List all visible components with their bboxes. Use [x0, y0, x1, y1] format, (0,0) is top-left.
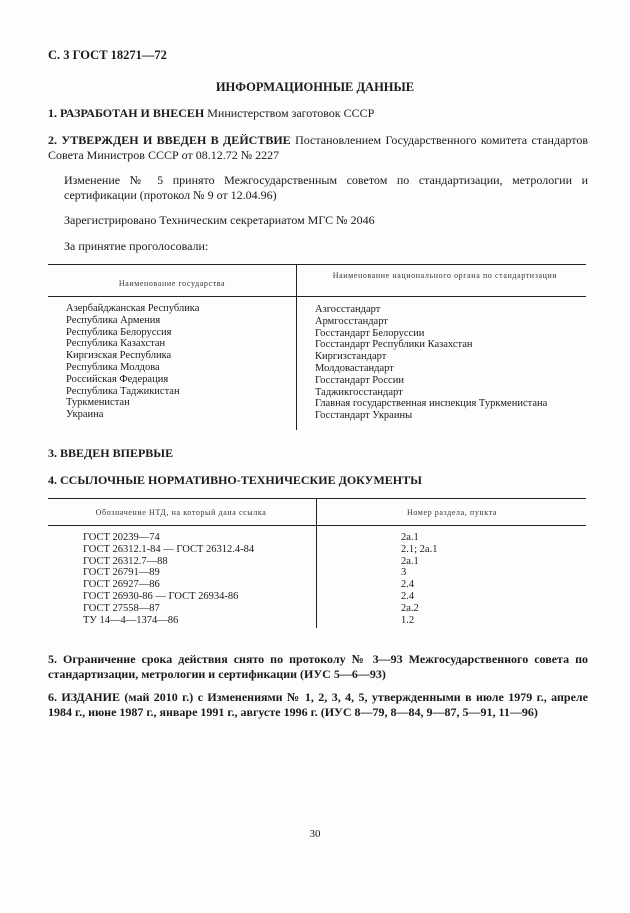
list-item: 2.4 — [401, 579, 415, 591]
list-item: Туркменистан — [66, 397, 130, 409]
list-item: ГОСТ 26312.7—88 — [83, 555, 168, 567]
section-2 — [48, 133, 588, 163]
list-item: ГОСТ 27558—87 — [83, 602, 160, 614]
list-item: 2а.1 — [401, 532, 419, 543]
section-title: ИНФОРМАЦИОННЫЕ ДАННЫЕ — [215, 80, 415, 94]
list-item: ГОСТ 26930-86 — ГОСТ 26934-86 — [83, 590, 239, 602]
list-item: Главная государственная инспекция Туркменистана — [315, 398, 548, 410]
list-item: 3 — [401, 567, 407, 579]
table-rule — [48, 525, 586, 526]
refs-items-list — [401, 532, 437, 626]
list-item: Российская Федерация — [66, 373, 169, 385]
list-item: 2.4 — [401, 590, 415, 602]
list-item: Киргизстандарт — [315, 351, 387, 363]
refs-col1-header: Обозначение НТД, на который дана ссылка — [95, 508, 267, 517]
list-item: Республика Казахстан — [66, 338, 166, 350]
list-item: 2а.2 — [401, 602, 419, 614]
list-item: Армгосстандарт — [315, 315, 388, 327]
list-item: Госстандарт Белоруссии — [315, 327, 425, 339]
refs-docs-list — [83, 532, 254, 626]
section-1-text: Министерством заготовок СССР — [207, 106, 375, 120]
list-item: ГОСТ 20239—74 — [83, 532, 160, 543]
section-2-text: Постановлением Государственного комитета стандартов Совета Министров СССР от 08.12.72 № 2227 — [48, 133, 589, 162]
list-item: Таджикгосстандарт — [315, 386, 403, 398]
voting-states-list — [66, 303, 199, 421]
change-note: Изменение № 5 принято Межгосударственным советом по стандартизации, метрологии и сертификации (протокол № 9 от 12.04.96) — [64, 173, 588, 202]
list-item: Азгосстандарт — [315, 304, 381, 315]
list-item: ГОСТ 26312.1-84 — ГОСТ 26312.4-84 — [83, 543, 255, 555]
page-header: С. 3 ГОСТ 18271—72 — [48, 48, 167, 62]
refs-col2-header: Номер раздела, пункта — [406, 508, 498, 517]
page-number: 30 — [309, 828, 321, 840]
list-item: ГОСТ 26927—86 — [83, 579, 160, 591]
list-item: Республика Молдова — [66, 361, 160, 373]
list-item: Госстандарт Украины — [315, 410, 413, 422]
section-1-label: 1. РАЗРАБОТАН И ВНЕСЕН — [48, 106, 205, 120]
voting-col1-header: Наименование государства — [118, 279, 226, 288]
list-item: Молдовастандарт — [315, 362, 394, 374]
table-rule — [48, 498, 586, 499]
list-item: Госстандарт Республики Казахстан — [315, 339, 473, 351]
list-item: 2.1; 2а.1 — [401, 543, 438, 555]
section-3: 3. ВВЕДЕН ВПЕРВЫЕ — [48, 446, 174, 460]
table-divider — [296, 264, 297, 430]
list-item: Республика Таджикистан — [66, 385, 180, 397]
voting-col2-header: Наименование национального органа по стандартизации — [332, 271, 558, 280]
section-6: 6. ИЗДАНИЕ (май 2010 г.) с Изменениями № 1, 2, 3, 4, 5, утвержденными в июле 1979 г., апреле 1984 г., июне 1987 г., январе 1991 г., августе 1996 г. (ИУС 8—79, 8—84, 9—87, 5—91, 11—96) — [48, 690, 588, 719]
table-divider — [316, 498, 317, 628]
list-item: 1.2 — [401, 614, 415, 626]
table-rule — [48, 264, 586, 265]
section-4: 4. ССЫЛОЧНЫЕ НОРМАТИВНО-ТЕХНИЧЕСКИЕ ДОКУМЕНТЫ — [48, 473, 422, 487]
voting-intro: За принятие проголосовали: — [64, 239, 209, 253]
section-1 — [48, 106, 588, 121]
list-item: Республика Белоруссия — [66, 326, 172, 338]
list-item: Украина — [66, 409, 104, 421]
list-item: Азербайджанская Республика — [66, 303, 200, 314]
registration-note: Зарегистрировано Техническим секретариатом МГС № 2046 — [64, 213, 375, 227]
section-5: 5. Ограничение срока действия снято по протоколу № 3—93 Межгосударственного совета по стандартизации, метрологии и сертификации (ИУС 5—6—93) — [48, 652, 588, 681]
section-2-label: 2. УТВЕРЖДЕН И ВВЕДЕН В ДЕЙСТВИЕ — [48, 133, 291, 147]
list-item: ГОСТ 26791—89 — [83, 567, 160, 579]
table-rule — [48, 296, 586, 297]
list-item: Киргизская Республика — [66, 350, 172, 362]
list-item: ТУ 14—4—1374—86 — [83, 614, 179, 626]
list-item: Республика Армения — [66, 314, 161, 326]
list-item: 2а.1 — [401, 555, 419, 567]
voting-bodies-list — [315, 304, 547, 422]
list-item: Госстандарт России — [315, 374, 404, 386]
